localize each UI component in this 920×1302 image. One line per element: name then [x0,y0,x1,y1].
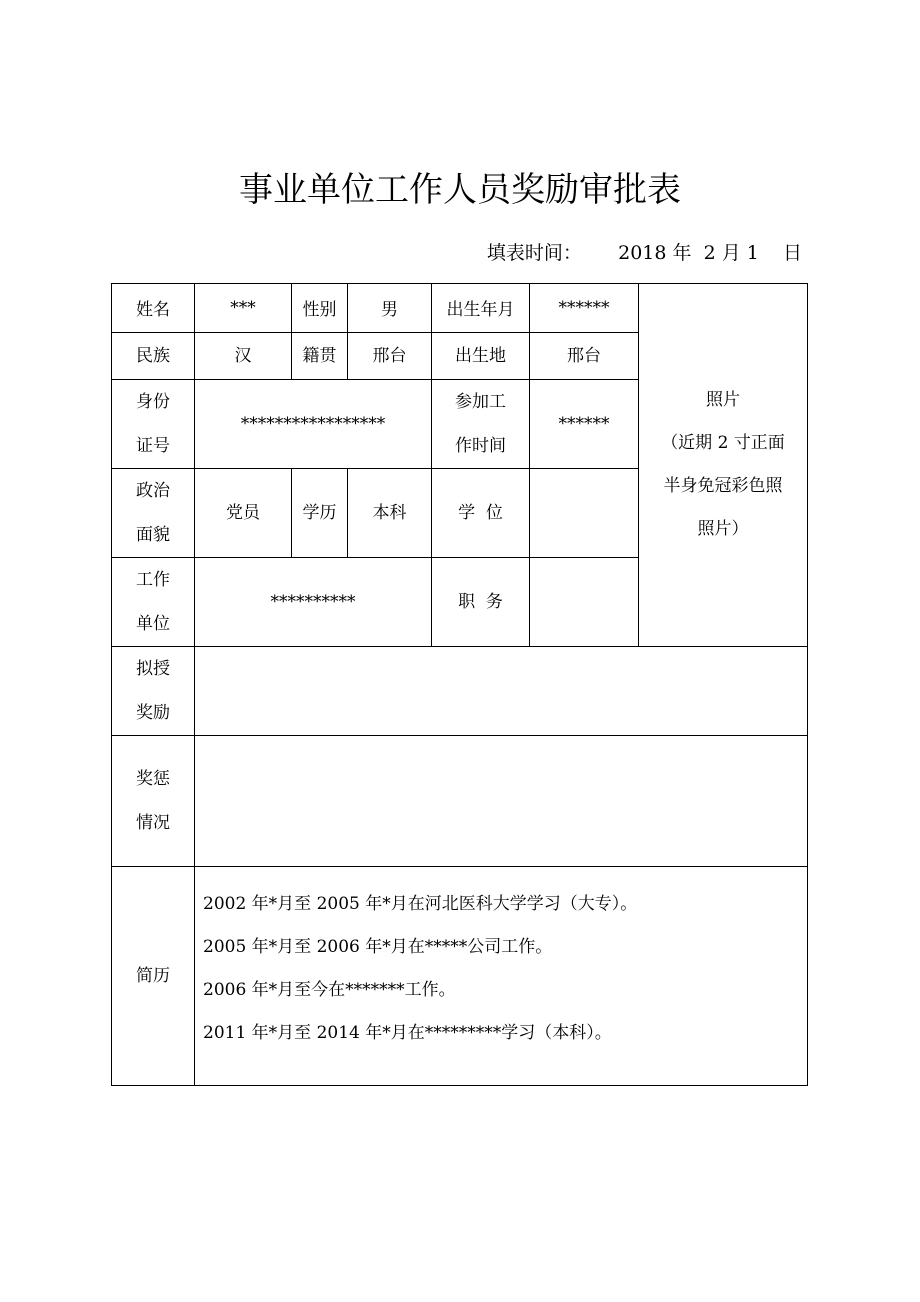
gender-label: 性别 [292,284,348,333]
ethnicity-label: 民族 [112,333,195,380]
id-number-label-line-2: 证号 [136,436,170,456]
resume-line-1: 2002 年*月至 2005 年*月在河北医科大学学习（大专）。 [203,894,638,914]
birth-date-label: 出生年月 [432,284,530,333]
employer-value: ********** [195,558,432,647]
work-start-label-line-1: 参加工 [455,392,506,412]
degree-label [432,469,530,558]
birthplace-value: 邢台 [530,333,639,380]
employer-label-line-2: 单位 [136,614,170,634]
ethnicity-value: 汉 [195,333,292,380]
degree-label-text: 学 位 [458,503,503,523]
photo-placeholder [639,284,808,647]
political-status-value: 党员 [195,469,292,558]
native-place-value: 邢台 [348,333,432,380]
work-start-value: ****** [530,380,639,469]
work-start-label-line-2: 作时间 [455,436,506,456]
photo-line-1: 照片 [706,390,740,410]
resume-line-2: 2005 年*月至 2006 年*月在*****公司工作。 [203,937,553,957]
political-status-label-line-2: 面貌 [136,525,170,545]
political-status-label [112,469,195,558]
photo-line-4: 照片） [697,519,749,539]
position-value [530,558,639,647]
gender-value: 男 [348,284,432,333]
resume-content [195,867,808,1086]
resume-label: 简历 [112,867,195,1086]
native-place-label: 籍贯 [292,333,348,380]
degree-value [530,469,639,558]
fill-date [487,238,802,265]
photo-line-3: 半身免冠彩色照 [663,476,783,496]
reward-record-value [195,736,808,867]
employer-label [112,558,195,647]
resume-line-4: 2011 年*月至 2014 年*月在*********学习（本科）。 [203,1023,612,1043]
position-label-text: 职 务 [458,592,503,612]
reward-record-label-line-2: 情况 [136,813,170,833]
reward-record-label [112,736,195,867]
photo-line-2: （近期 2 寸正面 [661,433,785,453]
resume-line-3: 2006 年*月至今在*******工作。 [203,980,456,1000]
proposed-award-value [195,647,808,736]
education-value: 本科 [348,469,432,558]
birthplace-label: 出生地 [432,333,530,380]
id-number-value: ***************** [195,380,432,469]
page-title: 事业单位工作人员奖励审批表 [239,170,681,210]
political-status-label-line-1: 政治 [136,481,170,501]
position-label [432,558,530,647]
name-label: 姓名 [112,284,195,333]
fill-date-value: 2018 年 2 月 1 日 [618,242,802,264]
employer-label-line-1: 工作 [136,570,170,590]
proposed-award-label [112,647,195,736]
work-start-label [432,380,530,469]
proposed-award-label-line-1: 拟授 [136,659,170,679]
id-number-label-line-1: 身份 [136,392,170,412]
id-number-label [112,380,195,469]
education-label: 学历 [292,469,348,558]
reward-record-label-line-1: 奖惩 [136,769,170,789]
fill-date-label: 填表时间： [486,242,582,264]
approval-form-table [111,283,808,1086]
name-value: *** [195,284,292,333]
proposed-award-label-line-2: 奖励 [136,703,170,723]
birth-date-value: ****** [530,284,639,333]
